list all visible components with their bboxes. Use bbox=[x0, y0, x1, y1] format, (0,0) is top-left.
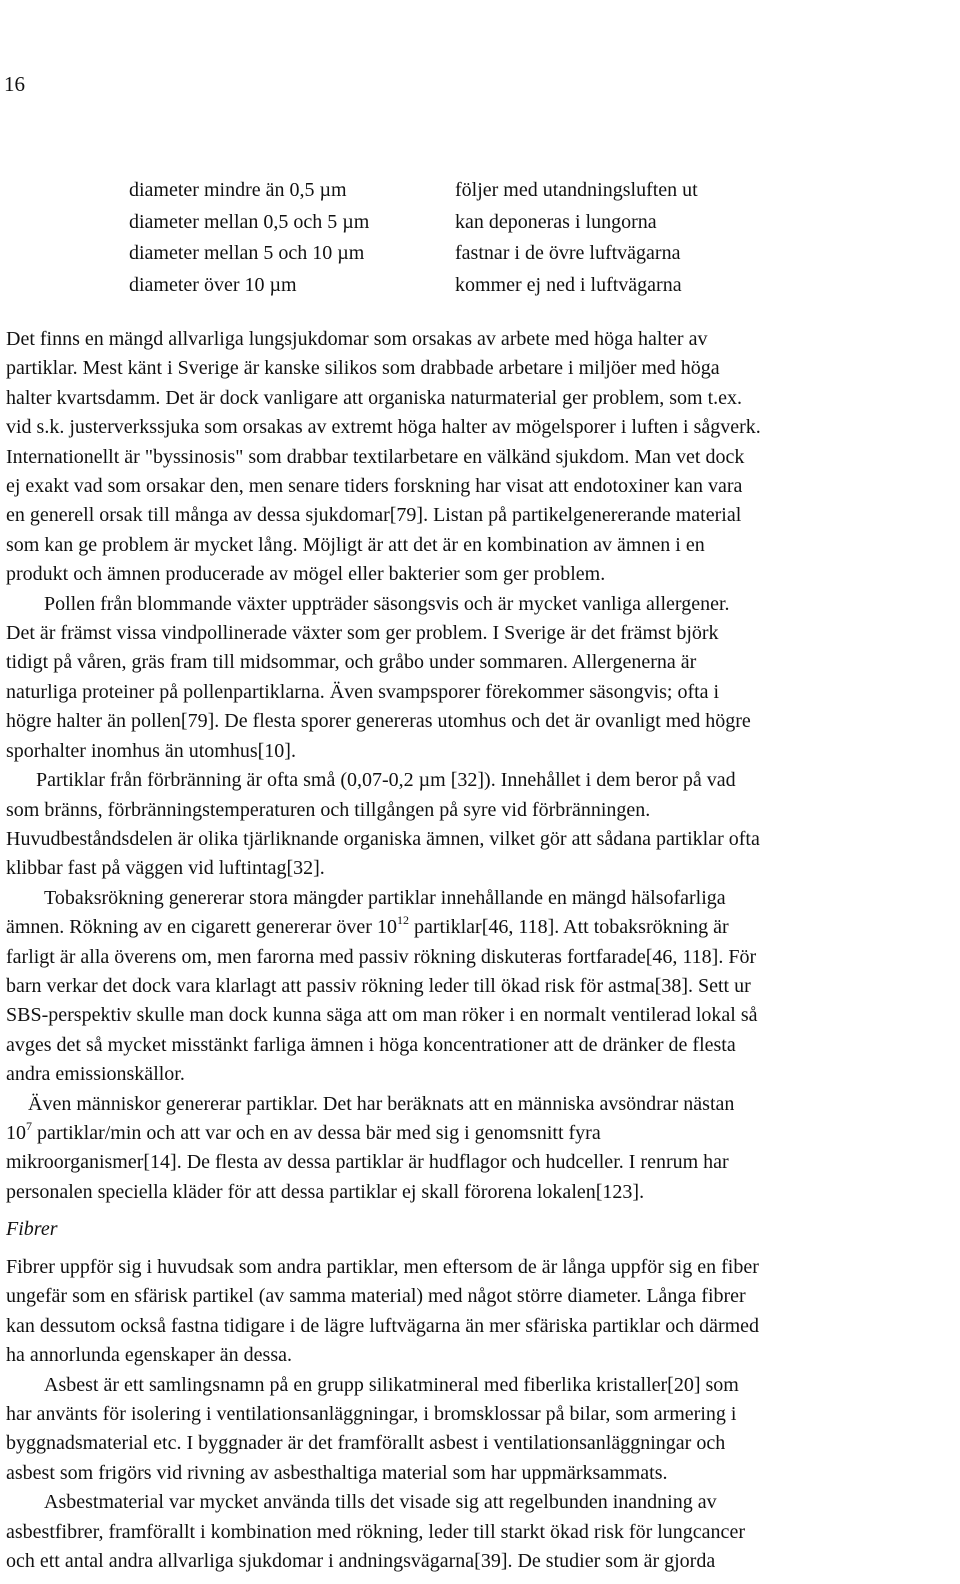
text-line: Fibrer uppför sig i huvudsak som andra partiklar, men eftersom de är långa uppför sig en fiber bbox=[6, 1256, 759, 1278]
superscript-exponent: 12 bbox=[396, 913, 409, 928]
table-row bbox=[129, 207, 889, 239]
text-line: och ett antal andra allvarliga sjukdomar i andningsvägarna[39]. De studier som är gjorda bbox=[6, 1550, 716, 1573]
text-segment: 10 bbox=[6, 1121, 26, 1144]
superscript-exponent: 7 bbox=[26, 1118, 32, 1133]
particle-size-cell: diameter mellan 0,5 och 5 µm bbox=[129, 210, 370, 233]
text-line bbox=[6, 1119, 952, 1148]
particle-effect-cell: följer med utandningsluften ut bbox=[455, 179, 698, 201]
particle-effect-cell: fastnar i de övre luftvägarna bbox=[455, 242, 681, 265]
text-line: klibbar fast på väggen vid luftintag[32]. bbox=[6, 857, 325, 880]
text-line: partiklar. Mest känt i Sverige är kanske silikos som drabbade arbetare i miljöer med höga bbox=[6, 357, 720, 380]
text-line: Tobaksrökning genererar stora mängder partiklar innehållande en mängd hälsofarliga bbox=[44, 886, 726, 909]
text-line: har använts för isolering i ventilationsanläggningar, i bromsklossar på bilar, som armering i bbox=[6, 1403, 737, 1426]
text-segment: partiklar[46, 118]. Att tobaksrökning är bbox=[408, 916, 729, 939]
particle-size-cell: diameter mindre än 0,5 µm bbox=[129, 179, 347, 201]
text-line: Asbest är ett samlingsnamn på en grupp silikatmineral med fiberlika kristaller[20] som bbox=[44, 1373, 739, 1396]
text-segment: ämnen. Rökning av en cigarett genererar över 10 bbox=[6, 916, 397, 939]
text-line: Partiklar från förbränning är ofta små (0,07-0,2 µm [32]). Innehållet i dem beror på vad bbox=[36, 769, 736, 792]
particle-effect-cell: kan deponeras i lungorna bbox=[455, 210, 657, 233]
text-line: asbest som frigörs vid rivning av asbesthaltiga material som har uppmärksammats. bbox=[6, 1461, 668, 1484]
text-line: ej exakt vad som orsakar den, men senare tiders forskning har visat att endotoxiner kan vara bbox=[6, 475, 743, 498]
text-line: som bränns, förbränningstemperaturen och tillgången på syre vid förbränningen. bbox=[6, 798, 651, 821]
body-text bbox=[6, 325, 952, 1207]
particle-size-table bbox=[129, 175, 889, 302]
table-row bbox=[129, 175, 889, 207]
text-line: halter kvartsdamm. Det är dock vanligare att organiska naturmaterial ger problem, som t.ex. bbox=[6, 386, 743, 409]
text-line: naturliga proteiner på pollenpartiklarna. Även svampsporer förekommer säsongvis; ofta i bbox=[6, 680, 720, 703]
text-segment: partiklar/min och att var och en av dessa bär med sig i genomsnitt fyra bbox=[32, 1121, 601, 1144]
particle-size-cell: diameter över 10 µm bbox=[129, 274, 297, 297]
particle-size-cell: diameter mellan 5 och 10 µm bbox=[129, 242, 365, 265]
table-row bbox=[129, 238, 889, 270]
text-line: Internationellt är "byssinosis" som drabbar textilarbetare en välkänd sjukdom. Man vet dock bbox=[6, 445, 745, 468]
text-line: avges det så mycket misstänkt farliga ämnen i höga koncentrationer att de dränker de flesta bbox=[6, 1033, 736, 1056]
text-line: Pollen från blommande växter uppträder säsongsvis och är mycket vanliga allergener. bbox=[44, 592, 730, 615]
text-line: sporhalter inomhus än utomhus[10]. bbox=[6, 739, 296, 762]
text-line: ha annorlunda egenskaper än dessa. bbox=[6, 1344, 292, 1367]
particle-effect-cell: kommer ej ned i luftvägarna bbox=[455, 274, 682, 297]
text-line: andra emissionskällor. bbox=[6, 1063, 185, 1086]
text-line: SBS-perspektiv skulle man dock kunna säga att om man röker i en normalt ventilerad lokal så bbox=[6, 1004, 758, 1027]
text-line: vid s.k. justerverkssjuka som orsakas av extremt höga halter av mögelsporer i luften i sågverk. bbox=[6, 416, 761, 439]
text-line: barn verkar det dock vara klarlagt att passiv rökning leder till ökad risk för astma[38]. Sett ur bbox=[6, 974, 751, 997]
text-line: Även människor genererar partiklar. Det har beräknats att en människa avsöndrar nästan bbox=[28, 1092, 735, 1115]
text-line: byggnadsmaterial etc. I byggnader är det framförallt asbest i ventilationsanläggningar och bbox=[6, 1432, 726, 1455]
text-line: produkt och ämnen producerade av mögel eller bakterier som ger problem. bbox=[6, 563, 606, 586]
text-line: Det är främst vissa vindpollinerade växter som ger problem. I Sverige är det främst björk bbox=[6, 622, 719, 645]
table-row bbox=[129, 270, 889, 302]
text-line: en generell orsak till många av dessa sjukdomar[79]. Listan på partikelgenererande material bbox=[6, 504, 742, 527]
text-line: högre halter än pollen[79]. De flesta sporer genereras utomhus och det är ovanligt med högre bbox=[6, 710, 751, 733]
text-line: ungefär som en sfärisk partikel (av samma material) med något större diameter. Långa fibrer bbox=[6, 1285, 746, 1308]
text-line: mikroorganismer[14]. De flesta av dessa partiklar är hudflagor och hudceller. I renrum har bbox=[6, 1151, 729, 1174]
text-line: asbestfibrer, framförallt i kombination med rökning, leder till starkt ökad risk för lungcancer bbox=[6, 1520, 745, 1543]
text-line: Huvudbeståndsdelen är olika tjärliknande organiska ämnen, vilket gör att sådana partiklar ofta bbox=[6, 827, 760, 850]
text-line: som kan ge problem är mycket lång. Möjligt är att det är en kombination av ämnen i en bbox=[6, 533, 705, 556]
text-line bbox=[6, 913, 952, 942]
text-line: farligt är alla överens om, men farorna med passiv rökning diskuteras fortfarade[46, 118]. För bbox=[6, 945, 757, 968]
text-line: tidigt på våren, gräs fram till midsommar, och gråbo under sommaren. Allergenerna är bbox=[6, 651, 697, 674]
text-line: personalen speciella kläder för att dessa partiklar ej skall förorena lokalen[123]. bbox=[6, 1180, 645, 1203]
section-heading-fibrer: Fibrer bbox=[6, 1218, 58, 1240]
page-number: 16 bbox=[4, 72, 25, 96]
text-line: kan dessutom också fastna tidigare i de lägre luftvägarna än mer sfäriska partiklar och därmed bbox=[6, 1314, 760, 1337]
text-line: Det finns en mängd allvarliga lungsjukdomar som orsakas av arbete med höga halter av bbox=[6, 328, 708, 350]
text-line: Asbestmaterial var mycket använda tills det visade sig att regelbunden inandning av bbox=[44, 1491, 717, 1514]
fibrer-section-text bbox=[6, 1253, 952, 1576]
